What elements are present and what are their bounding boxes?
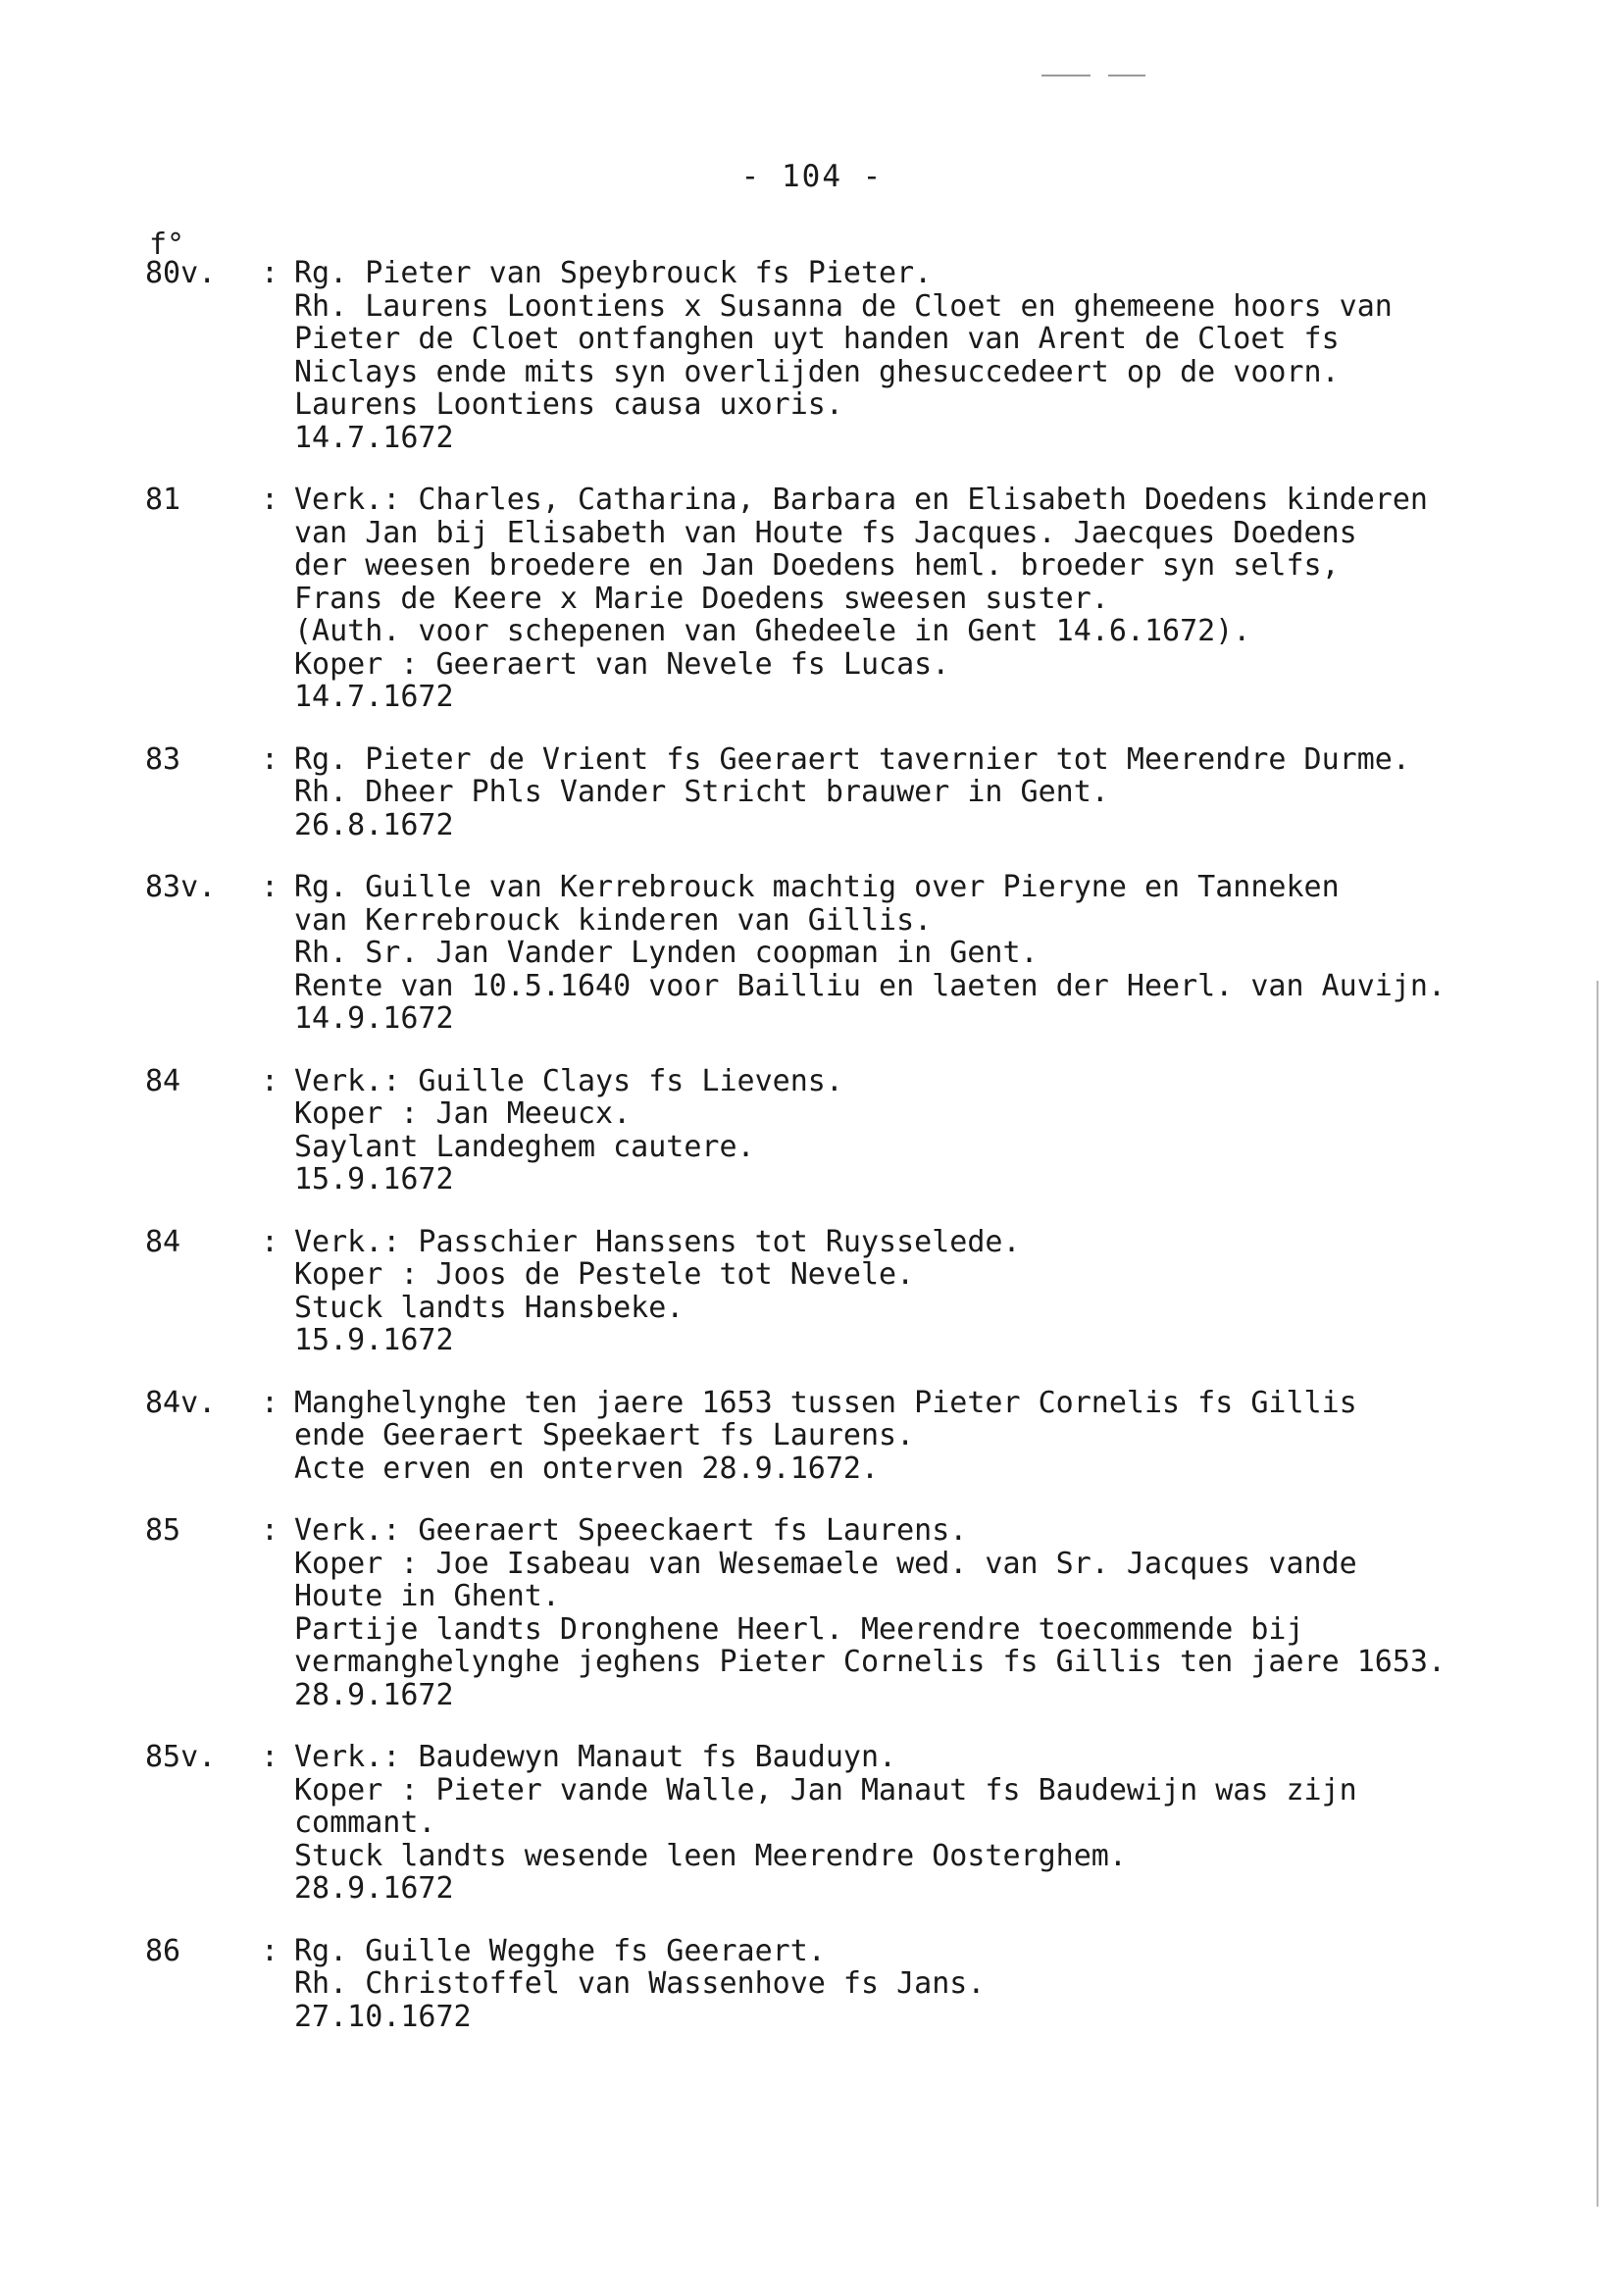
entry-line: Rente van 10.5.1640 voor Bailliu en laeten der Heerl. van Auvijn. — [294, 968, 1446, 1003]
entry-line: Koper : Jan Meeucx. — [294, 1096, 632, 1131]
entry-line: Acte erven en onterven 28.9.1672. — [294, 1451, 880, 1486]
entry-line: 26.8.1672 — [294, 807, 454, 842]
entry-folio: 84 — [145, 1224, 181, 1259]
entry-line: Rg. Guille Wegghe fs Geeraert. — [294, 1933, 826, 1968]
entry-line: Verk.: Charles, Catharina, Barbara en Elisabeth Doedens kinderen — [294, 483, 1428, 517]
entry-line: 14.7.1672 — [294, 420, 454, 455]
entry-line: Rg. Pieter de Vrient fs Geeraert tavernier tot Meerendre Durme. — [294, 741, 1410, 777]
entry-line: Verk.: Geeraert Speeckaert fs Laurens. — [294, 1513, 968, 1548]
entry-line: 14.7.1672 — [294, 680, 454, 714]
register-entry — [145, 1514, 1557, 1711]
entry-folio: 84v. — [145, 1385, 217, 1420]
entry-text — [294, 1387, 1557, 1486]
entry-separator: : — [261, 256, 279, 290]
register-entry — [145, 1065, 1557, 1196]
register-entry — [145, 871, 1557, 1036]
entry-line: 14.9.1672 — [294, 1001, 454, 1036]
entry-folio: 80v. — [145, 256, 217, 290]
entry-line: 28.9.1672 — [294, 1677, 454, 1712]
entry-line: van Kerrebrouck kinderen van Gillis. — [294, 902, 933, 938]
entry-line: 15.9.1672 — [294, 1162, 454, 1196]
entry-line: Stuck landts Hansbeke. — [294, 1290, 685, 1325]
entry-text — [294, 1935, 1557, 2034]
entry-text — [294, 484, 1557, 714]
entry-text — [294, 1741, 1557, 1906]
entry-folio: 83 — [145, 741, 181, 777]
entry-text — [294, 1226, 1557, 1357]
margin-rule — [1597, 981, 1599, 2207]
entry-line: Laurens Loontiens causa uxoris. — [294, 387, 843, 422]
register-entry — [145, 484, 1557, 714]
entry-line: commant. — [294, 1806, 436, 1840]
entry-text — [294, 257, 1557, 454]
entry-line: 28.9.1672 — [294, 1871, 454, 1906]
folio-mark: f° — [149, 228, 185, 262]
header-dash — [1041, 75, 1091, 76]
register-entries — [145, 257, 1557, 2033]
register-entry — [145, 1741, 1557, 1906]
entry-folio: 86 — [145, 1933, 181, 1968]
entry-text — [294, 871, 1557, 1036]
entry-line: der weesen broedere en Jan Doedens heml. broeder syn selfs, — [294, 548, 1340, 583]
entry-line: Koper : Joos de Pestele tot Nevele. — [294, 1257, 915, 1292]
entry-line: Saylant Landeghem cautere. — [294, 1129, 755, 1164]
entry-separator: : — [261, 1063, 279, 1098]
entry-folio: 85 — [145, 1513, 181, 1548]
entry-text — [294, 1065, 1557, 1196]
entry-text — [294, 1514, 1557, 1711]
register-entry — [145, 743, 1557, 842]
entry-line: vermanghelynghe jeghens Pieter Cornelis fs Gillis ten jaere 1653. — [294, 1645, 1446, 1679]
entry-line: Niclays ende mits syn overlijden ghesuccedeert op de voorn. — [294, 354, 1340, 389]
entry-line: Verk.: Passchier Hanssens tot Ruysselede. — [294, 1224, 1021, 1259]
entry-line: Rh. Sr. Jan Vander Lynden coopman in Gent. — [294, 936, 1039, 970]
entry-separator: : — [261, 741, 279, 777]
entry-separator: : — [261, 1933, 279, 1968]
entry-line: Houte in Ghent. — [294, 1579, 560, 1613]
register-entry — [145, 1387, 1557, 1486]
entry-line: Verk.: Baudewyn Manaut fs Bauduyn. — [294, 1740, 897, 1774]
entry-line: Stuck landts wesende leen Meerendre Oosterghem. — [294, 1838, 1127, 1873]
entry-line: Rh. Dheer Phls Vander Stricht brauwer in Gent. — [294, 775, 1109, 809]
entry-folio: 85v. — [145, 1740, 217, 1774]
entry-line: 27.10.1672 — [294, 1999, 472, 2034]
entry-separator: : — [261, 870, 279, 904]
entry-line: Rh. Christoffel van Wassenhove fs Jans. — [294, 1966, 986, 2001]
register-entry — [145, 1935, 1557, 2034]
entry-folio: 81 — [145, 483, 181, 517]
entry-text — [294, 743, 1557, 842]
entry-line: Rh. Laurens Loontiens x Susanna de Cloet en ghemeene hoors van — [294, 288, 1393, 324]
entry-line: ende Geeraert Speekaert fs Laurens. — [294, 1418, 915, 1452]
entry-line: van Jan bij Elisabeth van Houte fs Jacques. Jaecques Doedens — [294, 515, 1357, 550]
entry-separator: : — [261, 483, 279, 517]
entry-line: Rg. Pieter van Speybrouck fs Pieter. — [294, 256, 933, 290]
entry-line: Pieter de Cloet ontfanghen uyt handen van Arent de Cloet fs — [294, 322, 1340, 356]
entry-line: Koper : Geeraert van Nevele fs Lucas. — [294, 646, 950, 682]
entry-folio: 84 — [145, 1063, 181, 1098]
entry-line: 15.9.1672 — [294, 1323, 454, 1357]
entry-line: Partije landts Dronghene Heerl. Meerendre toecommende bij — [294, 1611, 1304, 1647]
entry-line: Rg. Guille van Kerrebrouck machtig over Pieryne en Tanneken — [294, 870, 1340, 904]
register-entry — [145, 1226, 1557, 1357]
entry-separator: : — [261, 1740, 279, 1774]
entry-line: (Auth. voor schepenen van Ghedeele in Gent 14.6.1672). — [294, 614, 1251, 648]
register-entry — [145, 257, 1557, 454]
entry-separator: : — [261, 1224, 279, 1259]
entry-separator: : — [261, 1513, 279, 1548]
entry-line: Manghelynghe ten jaere 1653 tussen Pieter Cornelis fs Gillis — [294, 1385, 1357, 1420]
entry-line: Koper : Joe Isabeau van Wesemaele wed. van Sr. Jacques vande — [294, 1546, 1357, 1581]
entry-separator: : — [261, 1385, 279, 1420]
entry-line: Verk.: Guille Clays fs Lievens. — [294, 1063, 843, 1098]
entry-line: Frans de Keere x Marie Doedens sweesen suster. — [294, 581, 1109, 616]
entry-line: Koper : Pieter vande Walle, Jan Manaut fs Baudewijn was zijn — [294, 1772, 1357, 1807]
page-number: - 104 - — [740, 159, 884, 194]
entry-folio: 83v. — [145, 870, 217, 904]
header-dash — [1108, 75, 1145, 76]
